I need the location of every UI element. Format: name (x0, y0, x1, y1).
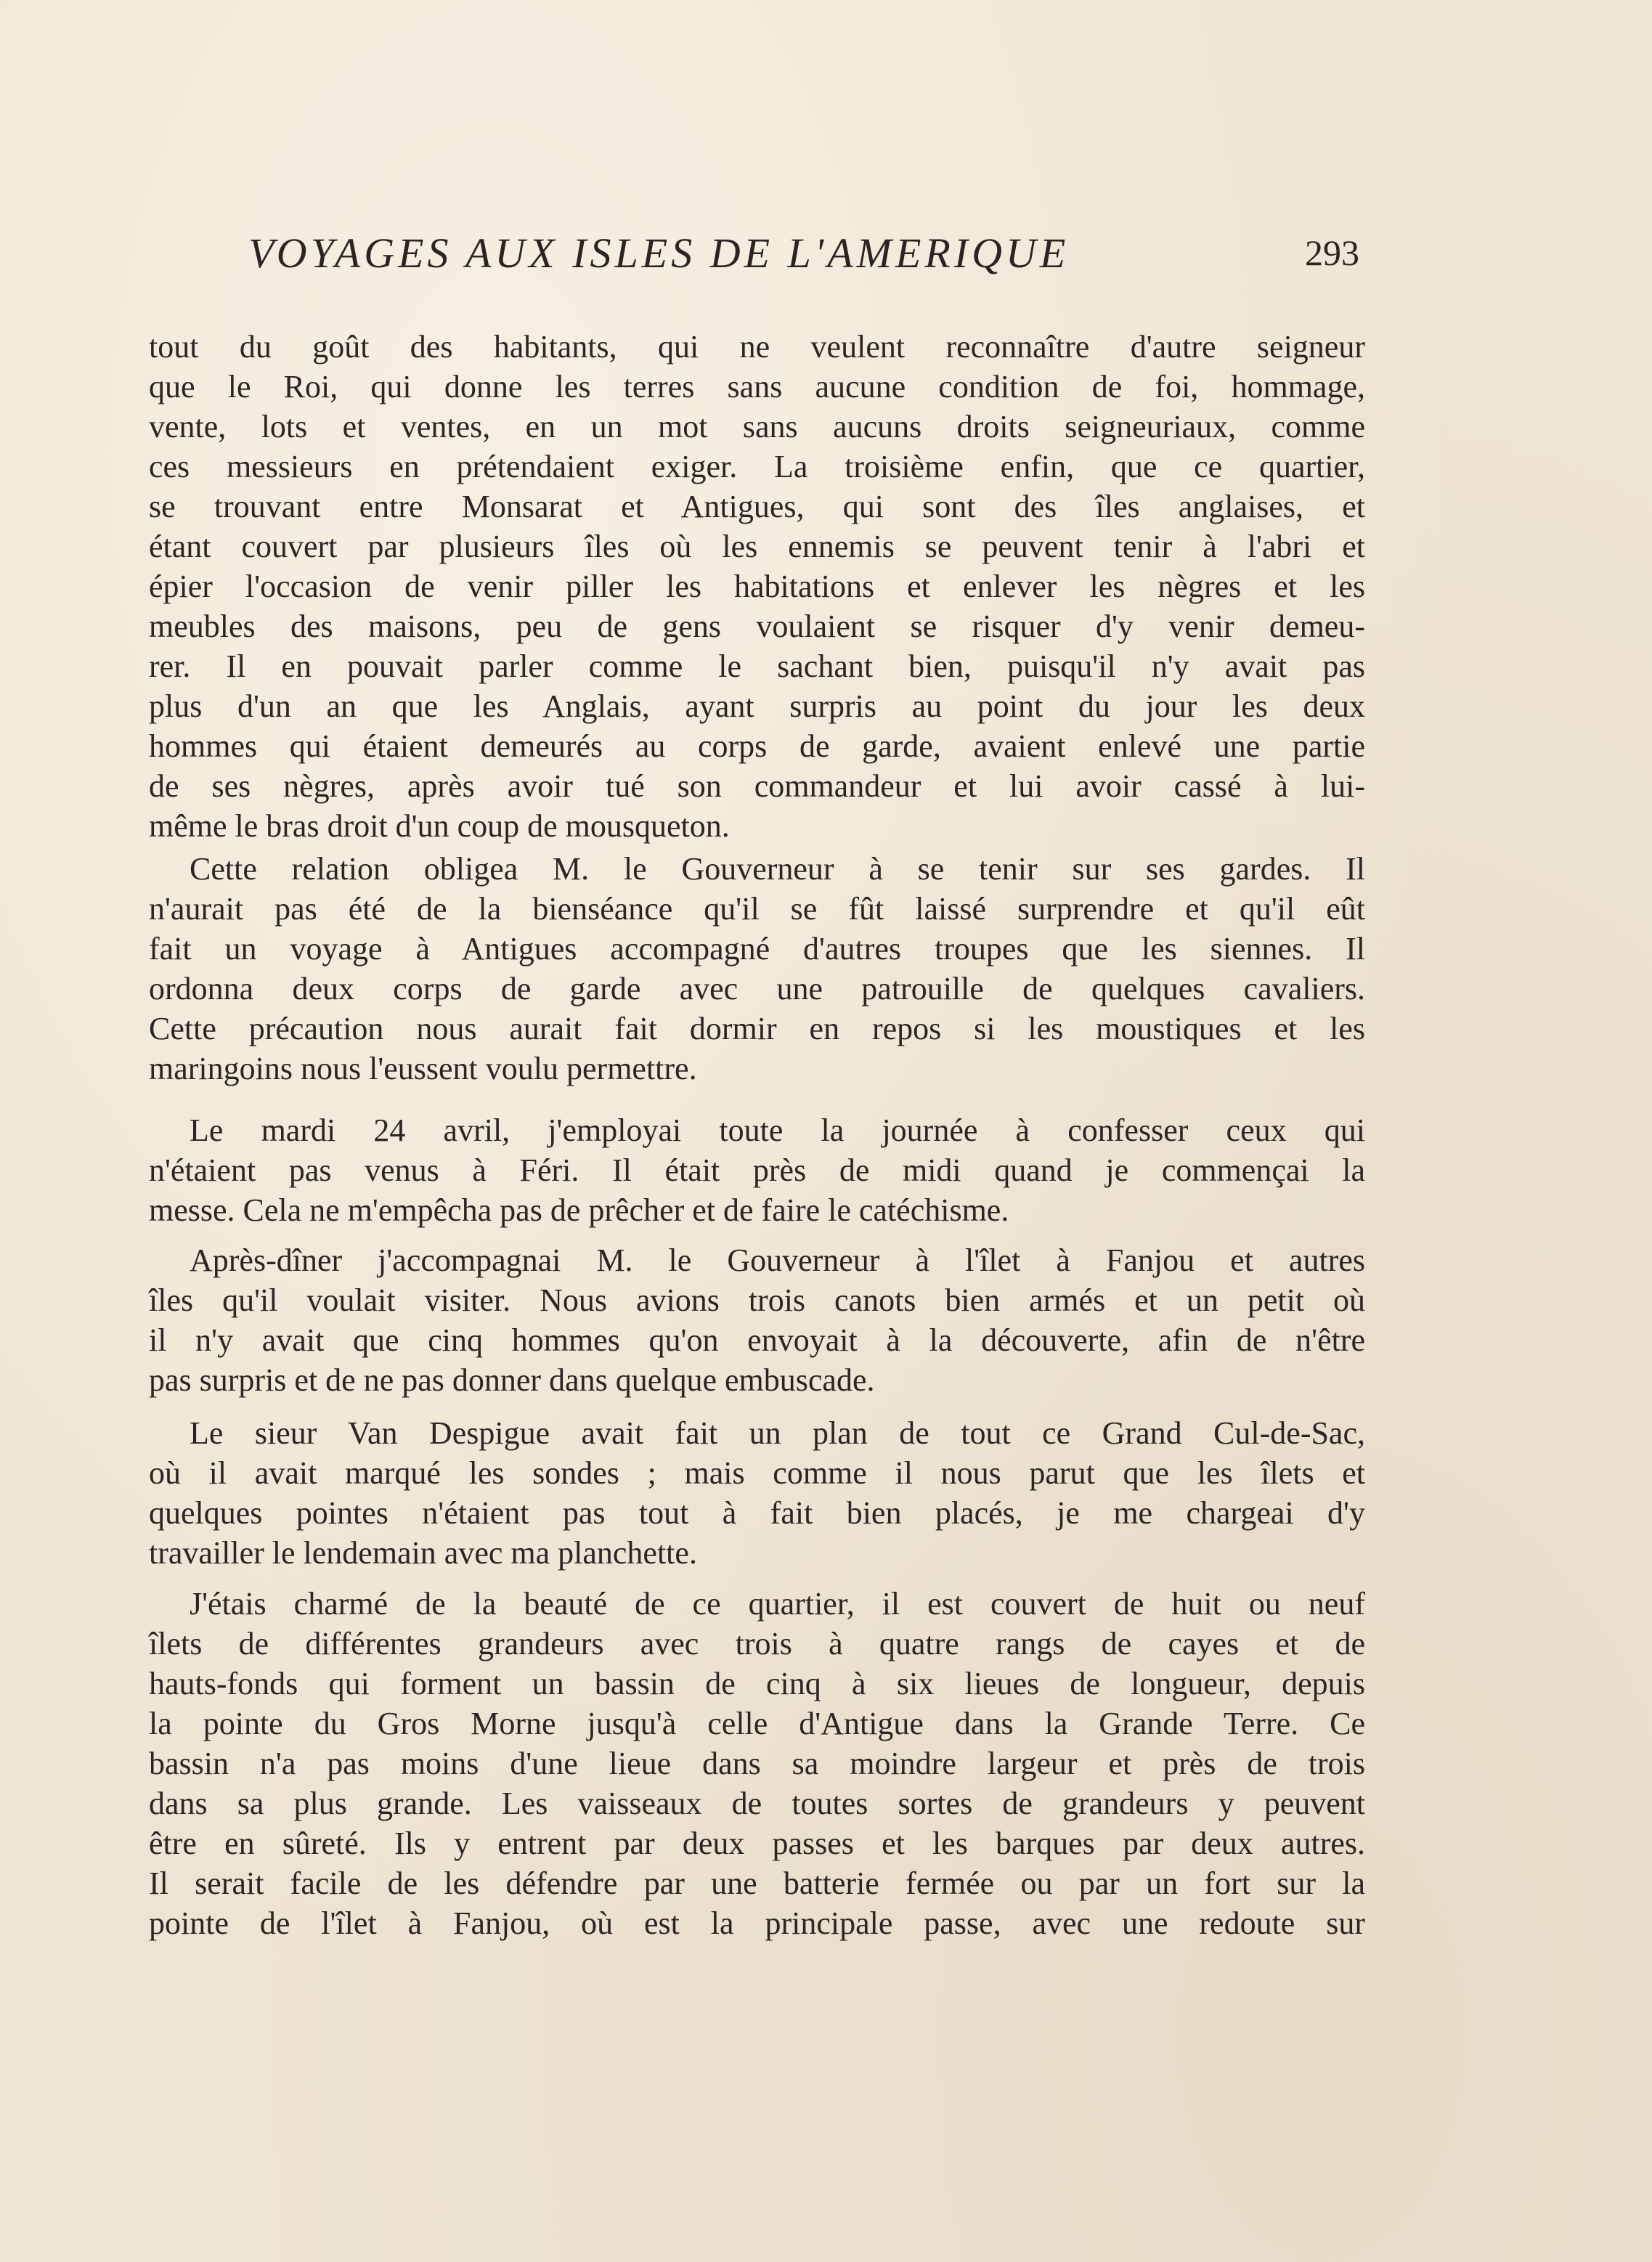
text-line: n'étaient pas venus à Féri. Il était près de midi quand je commençai la (149, 1152, 1365, 1188)
paragraph (149, 849, 1365, 1089)
text-line: tout du goût des habitants, qui ne veulent reconnaître d'autre seigneur (149, 329, 1365, 365)
text-line: Après-dîner j'accompagnai M. le Gouverneur à l'îlet à Fanjou et autres (190, 1242, 1365, 1278)
text-line: rer. Il en pouvait parler comme le sachant bien, puisqu'il n'y avait pas (149, 648, 1365, 684)
paragraph (149, 1413, 1365, 1573)
text-line: dans sa plus grande. Les vaisseaux de toutes sortes de grandeurs y peuvent (149, 1786, 1365, 1821)
text-line: ordonna deux corps de garde avec une patrouille de quelques cavaliers. (149, 971, 1365, 1006)
text-line: n'aurait pas été de la bienséance qu'il se fût laissé surprendre et qu'il eût (149, 891, 1365, 927)
running-head (248, 218, 1359, 288)
text-line: être en sûreté. Ils y entrent par deux passes et les barques par deux autres. (149, 1826, 1365, 1861)
paragraph (149, 1584, 1365, 1943)
text-line: îlets de différentes grandeurs avec trois à quatre rangs de cayes et de (149, 1626, 1365, 1661)
text-line: où il avait marqué les sondes ; mais comme il nous parut que les îlets et (149, 1455, 1365, 1491)
text-line: hommes qui étaient demeurés au corps de garde, avaient enlevé une partie (149, 728, 1365, 764)
text-line: ces messieurs en prétendaient exiger. La troisième enfin, que ce quartier, (149, 449, 1365, 484)
text-line: de ses nègres, après avoir tué son commandeur et lui avoir cassé à lui- (149, 768, 1365, 804)
text-line: travailler le lendemain avec ma planchette. (149, 1535, 697, 1571)
text-line: Il serait facile de les défendre par une batterie fermée ou par un fort sur la (149, 1866, 1365, 1901)
paragraph (149, 1240, 1365, 1400)
text-line: maringoins nous l'eussent voulu permettre. (149, 1051, 697, 1086)
text-line: il n'y avait que cinq hommes qu'on envoyait à la découverte, afin de n'être (149, 1322, 1365, 1358)
text-line: meubles des maisons, peu de gens voulaient se risquer d'y venir demeu- (149, 609, 1365, 644)
text-line: plus d'un an que les Anglais, ayant surpris au point du jour les deux (149, 688, 1365, 724)
text-line: bassin n'a pas moins d'une lieue dans sa moindre largeur et près de trois (149, 1746, 1365, 1781)
running-title: VOYAGES AUX ISLES DE L'AMERIQUE (248, 229, 1070, 277)
text-line: messe. Cela ne m'empêcha pas de prêcher et de faire le catéchisme. (149, 1192, 1009, 1228)
text-line: quelques pointes n'étaient pas tout à fait bien placés, je me chargeai d'y (149, 1495, 1365, 1531)
text-line: Cette précaution nous aurait fait dormir en repos si les moustiques et les (149, 1011, 1365, 1046)
text-line: vente, lots et ventes, en un mot sans aucuns droits seigneuriaux, comme (149, 409, 1365, 444)
text-line: Le sieur Van Despigue avait fait un plan de tout ce Grand Cul-de-Sac, (190, 1415, 1365, 1451)
text-line: se trouvant entre Monsarat et Antigues, qui sont des îles anglaises, et (149, 489, 1365, 524)
text-line: fait un voyage à Antigues accompagné d'autres troupes que les siennes. Il (149, 931, 1365, 967)
text-line: la pointe du Gros Morne jusqu'à celle d'Antigue dans la Grande Terre. Ce (149, 1706, 1365, 1741)
text-line: J'étais charmé de la beauté de ce quartier, il est couvert de huit ou neuf (190, 1586, 1365, 1622)
text-line: même le bras droit d'un coup de mousqueton. (149, 808, 730, 844)
text-line: pointe de l'îlet à Fanjou, où est la principale passe, avec une redoute sur (149, 1905, 1365, 1941)
text-line: Le mardi 24 avril, j'employai toute la journée à confesser ceux qui (190, 1112, 1365, 1148)
text-line: hauts-fonds qui forment un bassin de cinq à six lieues de longueur, depuis (149, 1666, 1365, 1701)
page-number: 293 (1305, 232, 1359, 273)
text-line: que le Roi, qui donne les terres sans aucune condition de foi, hommage, (149, 369, 1365, 404)
text-line: Cette relation obligea M. le Gouverneur à se tenir sur ses gardes. Il (190, 851, 1365, 887)
text-line: étant couvert par plusieurs îles où les ennemis se peuvent tenir à l'abri et (149, 529, 1365, 564)
paragraph (149, 1110, 1365, 1230)
text-line: îles qu'il voulait visiter. Nous avions trois canots bien armés et un petit où (149, 1282, 1365, 1318)
paragraph (149, 327, 1365, 846)
text-line: pas surpris et de ne pas donner dans quelque embuscade. (149, 1362, 875, 1398)
text-line: épier l'occasion de venir piller les habitations et enlever les nègres et les (149, 569, 1365, 604)
